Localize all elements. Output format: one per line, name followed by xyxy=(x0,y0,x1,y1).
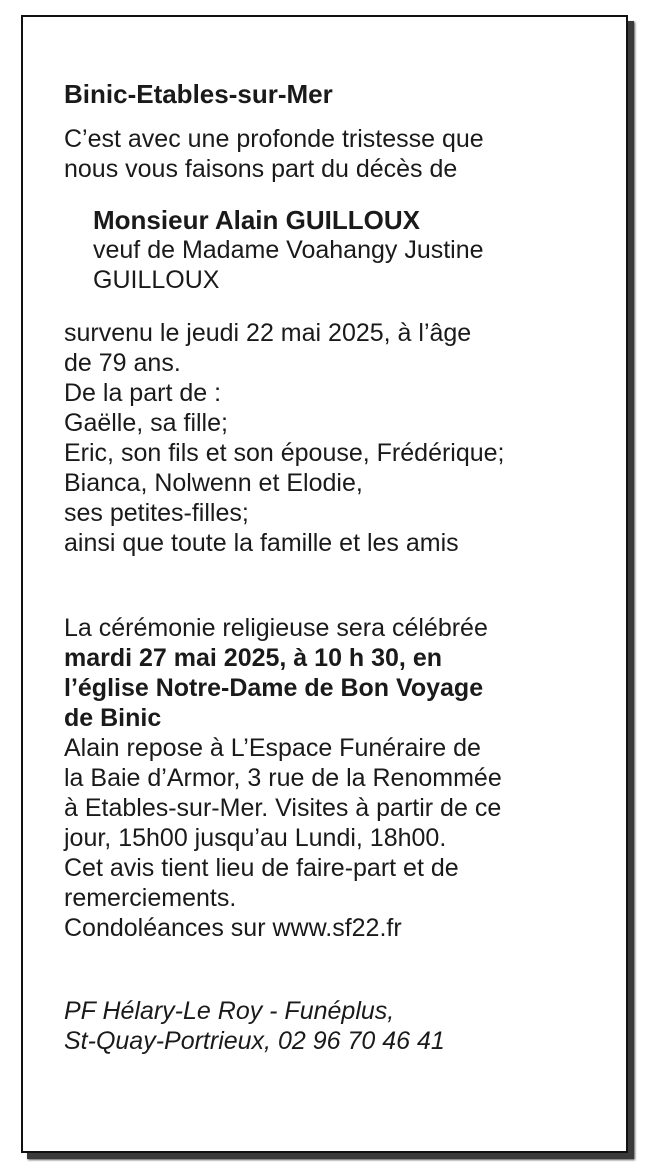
ceremony-info-line: remerciements. xyxy=(64,884,237,912)
ceremony-date-place: l’église Notre-Dame de Bon Voyage xyxy=(64,674,484,702)
notice-frame xyxy=(21,15,628,1153)
funeral-home-line: St-Quay-Portrieux, 02 96 70 46 41 xyxy=(64,1027,445,1055)
intro-line: C’est avec une profonde tristesse que xyxy=(64,125,484,153)
ceremony-intro: La cérémonie religieuse sera célébrée xyxy=(64,614,488,642)
ceremony-info-line: Cet avis tient lieu de faire-part et de xyxy=(64,854,459,882)
detail-line: ses petites-filles; xyxy=(64,499,249,527)
ceremony-info-line: Alain repose à L’Espace Funéraire de xyxy=(64,734,481,762)
intro-line: nous vous faisons part du décès de xyxy=(64,155,458,183)
widower-line: veuf de Madame Voahangy Justine xyxy=(93,236,484,264)
intro-paragraph xyxy=(64,124,584,184)
ceremony-date-place: mardi 27 mai 2025, à 10 h 30, en xyxy=(64,644,443,672)
funeral-home-line: PF Hélary-Le Roy - Funéplus, xyxy=(64,997,395,1025)
location-heading-text: Binic-Etables-sur-Mer xyxy=(64,79,333,109)
ceremony-info-line: jour, 15h00 jusqu’au Lundi, 18h00. xyxy=(64,824,447,852)
ceremony-date-place: de Binic xyxy=(64,704,162,732)
family-details xyxy=(64,318,584,558)
detail-line: De la part de : xyxy=(64,379,222,407)
detail-line: Bianca, Nolwenn et Elodie, xyxy=(64,469,363,497)
detail-line: Gaëlle, sa fille; xyxy=(64,409,228,437)
location-heading xyxy=(64,79,584,109)
ceremony-info-line: à Etables-sur-Mer. Visites à partir de ce xyxy=(64,794,502,822)
detail-line: de 79 ans. xyxy=(64,349,181,377)
funeral-home-signature xyxy=(64,996,584,1056)
detail-line: Eric, son fils et son épouse, Frédérique; xyxy=(64,439,505,467)
detail-line: ainsi que toute la famille et les amis xyxy=(64,529,459,557)
deceased-name: Monsieur Alain GUILLOUX xyxy=(93,205,420,235)
condolences-line: Condoléances sur www.sf22.fr xyxy=(64,914,402,942)
detail-line: survenu le jeudi 22 mai 2025, à l’âge xyxy=(64,319,472,347)
ceremony-paragraph xyxy=(64,613,584,943)
widower-line: GUILLOUX xyxy=(93,266,220,294)
ceremony-info-line: la Baie d’Armor, 3 rue de la Renommée xyxy=(64,764,502,792)
deceased-block xyxy=(93,205,613,295)
